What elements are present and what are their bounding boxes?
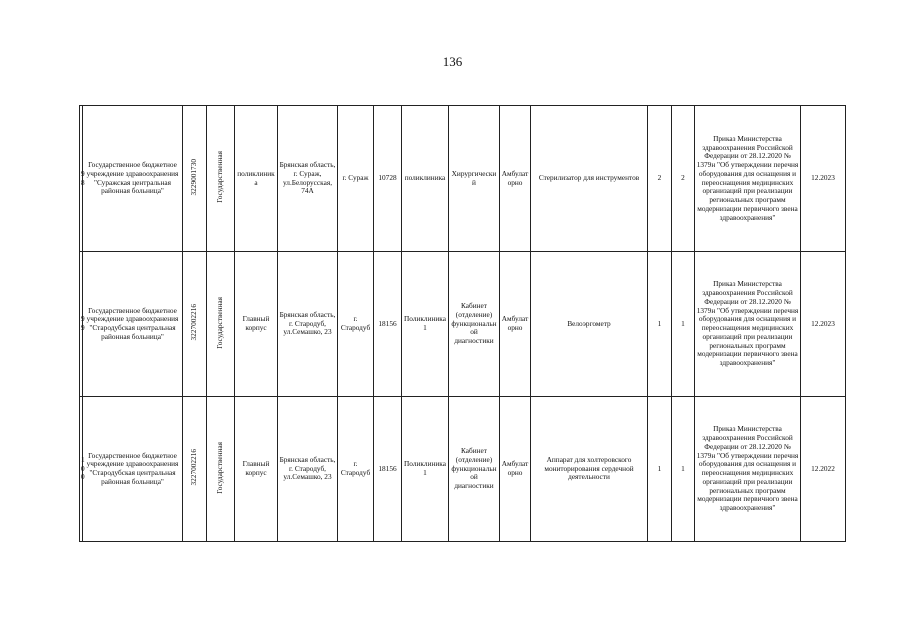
ownership-cell	[207, 252, 235, 397]
building: Главный корпус	[235, 397, 278, 542]
organization-name: Государственное бюджетное учреждение здравоохранения "Суражская центральная районная больница"	[83, 106, 183, 252]
legal-basis: Приказ Министерства здравоохранения Российской Федерации от 28.12.2020 № 1379н "Об утверждении перечня оборудования для оснащения и переоснащения медицинских организаций при реализации региональных программ модернизации первичного звена здравоохранения"	[695, 397, 801, 542]
inn-cell	[183, 252, 207, 397]
delivery-date: 12.2022	[801, 397, 846, 542]
equipment-register-table	[79, 105, 846, 542]
inn: 3229001730	[189, 158, 199, 196]
row-number: 100	[80, 397, 83, 542]
unit: Кабинет (отделение) функциональной диагностики	[449, 252, 500, 397]
organization-name: Государственное бюджетное учреждение здравоохранения "Стародубская центральная районная больница"	[83, 397, 183, 542]
city: г. Сураж	[338, 106, 374, 252]
city: г. Стародуб	[338, 397, 374, 542]
unit: Хирургический	[449, 106, 500, 252]
quantity-total: 2	[672, 106, 695, 252]
care-type: Амбулаторно	[500, 397, 531, 542]
quantity-planned: 1	[648, 252, 672, 397]
ownership: Государственная	[215, 441, 225, 494]
table-row	[80, 252, 846, 397]
table-row	[80, 397, 846, 542]
ownership-cell	[207, 106, 235, 252]
ownership: Государственная	[215, 151, 225, 204]
department: Поликлиника 1	[402, 397, 449, 542]
organization-name: Государственное бюджетное учреждение здравоохранения "Стародубская центральная районная больница"	[83, 252, 183, 397]
address: Брянская область, г. Стародуб, ул.Семашко, 23	[278, 397, 338, 542]
quantity-total: 1	[672, 397, 695, 542]
inn: 3227002216	[189, 449, 199, 486]
delivery-date: 12.2023	[801, 106, 846, 252]
quantity-planned: 2	[648, 106, 672, 252]
address: Брянская область, г. Стародуб, ул.Семашко, 23	[278, 252, 338, 397]
department: Поликлиника 1	[402, 252, 449, 397]
address: Брянская область, г. Сураж, ул.Белорусская, 74А	[278, 106, 338, 252]
equipment: Аппарат для холтеровского мониторирования сердечной деятельности	[531, 397, 648, 542]
legal-basis: Приказ Министерства здравоохранения Российской Федерации от 28.12.2020 № 1379н "Об утверждении перечня оборудования для оснащения и переоснащения медицинских организаций при реализации региональных программ модернизации первичного звена здравоохранения"	[695, 106, 801, 252]
quantity-total: 1	[672, 252, 695, 397]
care-type: Амбулаторно	[500, 106, 531, 252]
code: 18156	[374, 397, 402, 542]
code: 18156	[374, 252, 402, 397]
equipment: Велоэргометр	[531, 252, 648, 397]
equipment: Стерилизатор для инструментов	[531, 106, 648, 252]
row-number: 98	[80, 106, 83, 252]
code: 10728	[374, 106, 402, 252]
quantity-planned: 1	[648, 397, 672, 542]
department: поликлиника	[402, 106, 449, 252]
care-type: Амбулаторно	[500, 252, 531, 397]
building: поликлиника	[235, 106, 278, 252]
inn-cell	[183, 397, 207, 542]
ownership-cell	[207, 397, 235, 542]
city: г. Стародуб	[338, 252, 374, 397]
inn-cell	[183, 106, 207, 252]
unit: Кабинет (отделение) функциональной диагностики	[449, 397, 500, 542]
building: Главный корпус	[235, 252, 278, 397]
ownership: Государственная	[215, 296, 225, 349]
row-number: 99	[80, 252, 83, 397]
delivery-date: 12.2023	[801, 252, 846, 397]
inn: 3227002216	[189, 304, 199, 341]
legal-basis: Приказ Министерства здравоохранения Российской Федерации от 28.12.2020 № 1379н "Об утверждении перечня оборудования для оснащения и переоснащения медицинских организаций при реализации региональных программ модернизации первичного звена здравоохранения"	[695, 252, 801, 397]
table-row	[80, 106, 846, 252]
page-number: 136	[442, 54, 463, 69]
